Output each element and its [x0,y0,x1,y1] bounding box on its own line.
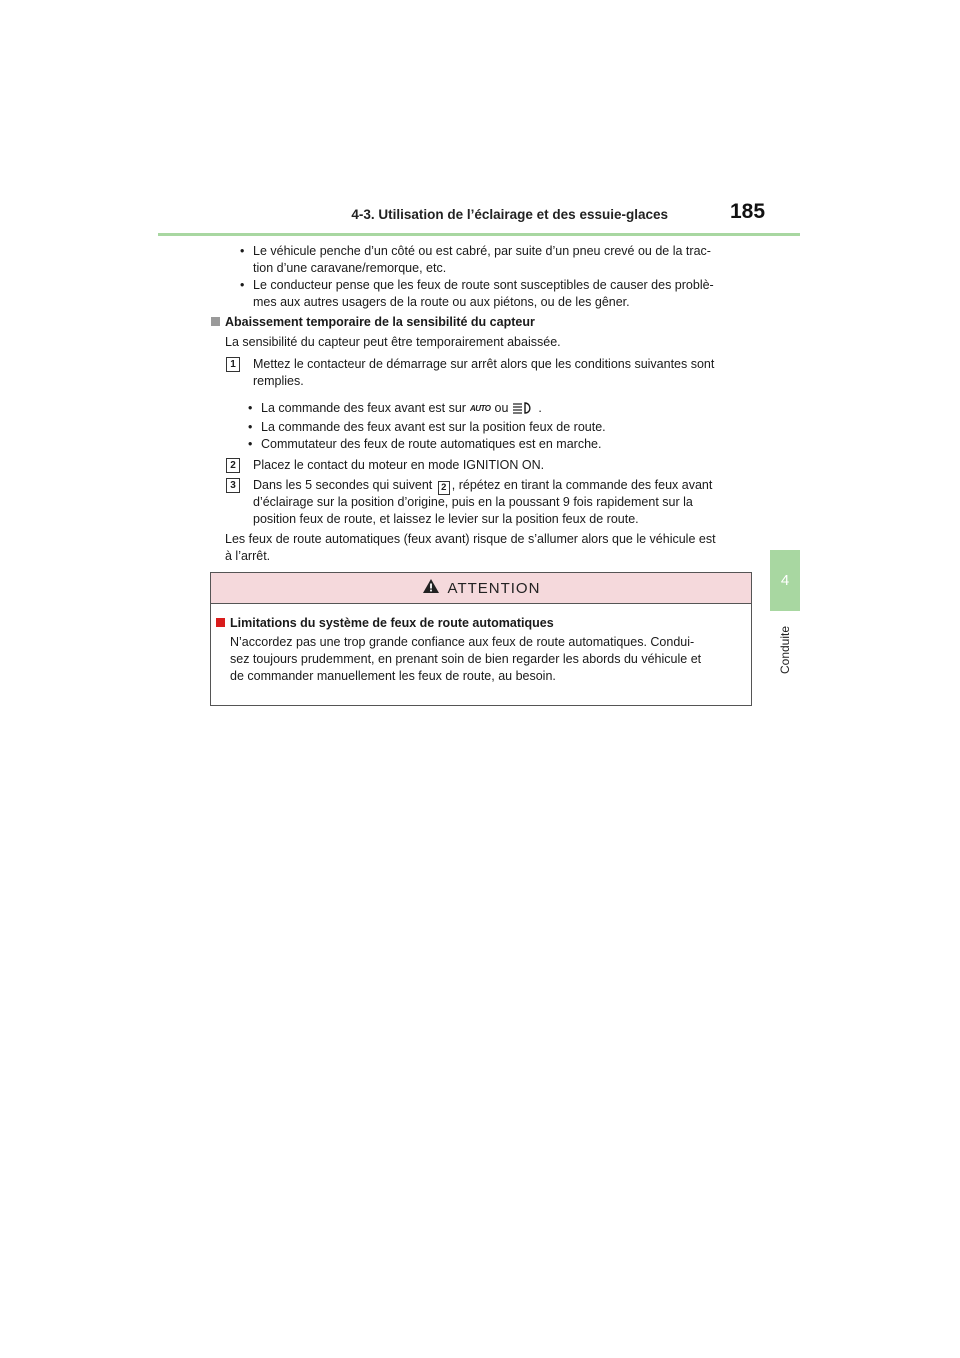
bullet-dot: • [240,278,245,292]
condition-item: Commutateur des feux de route automatiques est en marche. [261,437,602,451]
bullet-dot: • [248,420,253,434]
attention-text-line: sez toujours prudemment, en prenant soin de bien regarder les abords du véhicule et [230,652,702,666]
header-divider [158,233,800,236]
step-number-badge: 1 [226,357,240,372]
step-2-text: Placez le contact du moteur en mode IGNITION ON. [253,458,545,472]
warning-triangle-icon [422,578,440,599]
low-beam-headlight-icon [512,401,534,420]
step-number-badge: 2 [226,458,240,473]
chapter-number: 4 [780,572,790,589]
attention-text-line: N’accordez pas une trop grande confiance aux feux de route automatiques. Condui- [230,635,695,649]
section-heading-text: Abaissement temporaire de la sensibilité du capteur [225,315,535,329]
note-text-line: à l’arrêt. [225,549,271,563]
attention-box [210,572,752,706]
bullet-item-line: Le véhicule penche d’un côté ou est cabré, par suite d’un pneu crevé ou de la trac- [253,244,711,258]
step-1-text-line: Mettez le contacteur de démarrage sur arrêt alors que les conditions suivantes sont [253,357,715,371]
page-number: 185 [730,200,766,223]
step-3-text-line: d’éclairage sur la position d’origine, puis en la poussant 9 fois rapidement sur la [253,495,693,509]
attention-header [211,573,751,604]
heading-square-icon [216,618,225,627]
step-3-text: , répétez en tirant la commande des feux avant [451,478,713,492]
bullet-item-line: mes aux autres usagers de la route ou aux piétons, ou de les gêner. [253,295,630,309]
attention-heading-text: Limitations du système de feux de route automatiques [230,616,554,630]
attention-text-line: de commander manuellement les feux de route, au besoin. [230,669,556,683]
step-3-text-line [253,477,746,495]
chapter-tab [770,550,800,611]
condition-text: . [538,401,542,415]
attention-heading [216,615,554,632]
condition-item: La commande des feux avant est sur la position feux de route. [261,420,606,434]
section-heading [211,314,535,331]
note-text-line: Les feux de route automatiques (feux avant) risque de s’allumer alors que le véhicule est [225,532,716,546]
step-reference-badge: 2 [438,481,450,495]
heading-square-icon [211,317,220,326]
chapter-label: Conduite [778,625,792,675]
step-3-text-line: position feux de route, et laissez le levier sur la position feux de route. [253,512,639,526]
bullet-dot: • [248,401,253,415]
section-intro: La sensibilité du capteur peut être temporairement abaissée. [225,335,561,349]
step-3-text: Dans les 5 secondes qui suivent [253,478,433,492]
bullet-dot: • [240,244,245,258]
bullet-item-line: Le conducteur pense que les feux de route sont susceptibles de causer des problè- [253,278,714,292]
step-number-badge: 3 [226,478,240,493]
bullet-dot: • [248,437,253,451]
attention-title: ATTENTION [447,579,541,597]
bullet-item-line: tion d’une caravane/remorque, etc. [253,261,447,275]
section-header-title: 4-3. Utilisation de l’éclairage et des essuie-glaces [351,207,668,222]
condition-item [261,400,542,420]
condition-text: ou [494,401,509,415]
auto-symbol-icon: AUTO [469,404,491,413]
step-1-text-line: remplies. [253,374,304,388]
condition-text: La commande des feux avant est sur [261,401,466,415]
